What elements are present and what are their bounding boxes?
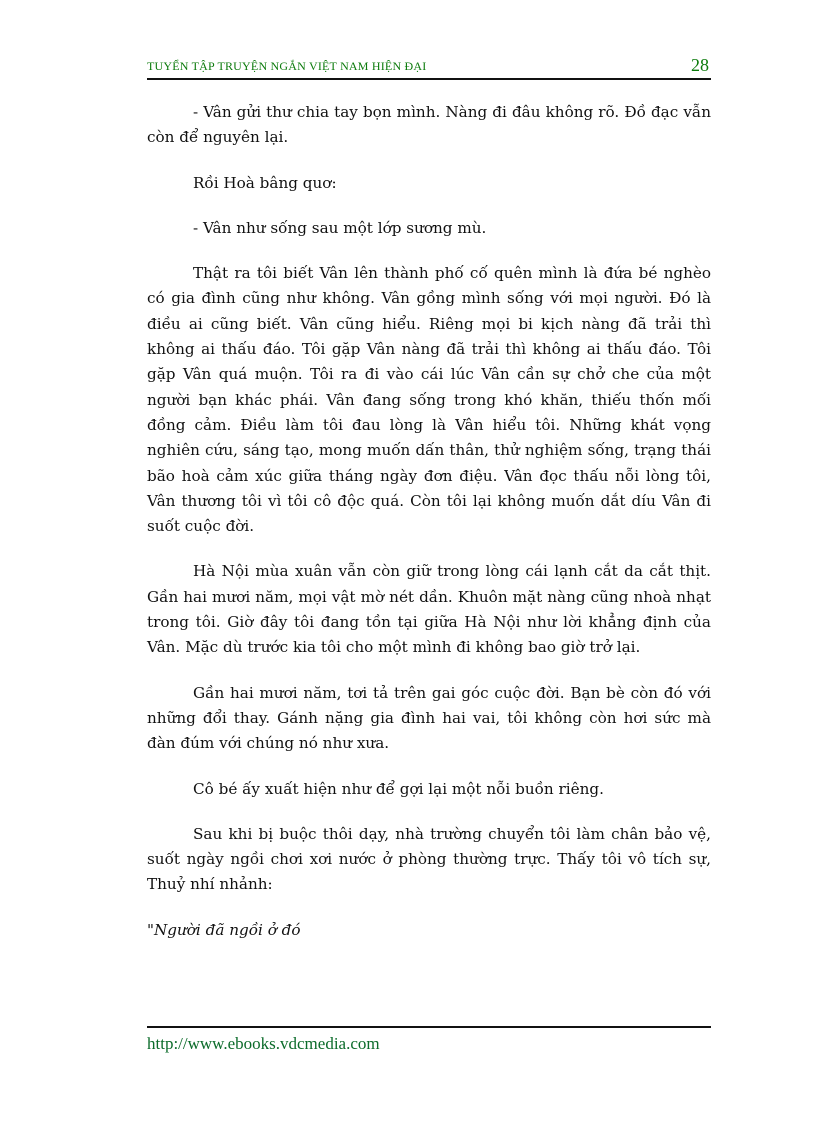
page-body xyxy=(147,100,711,943)
paragraph: Rồi Hoà bâng quơ: xyxy=(193,173,337,192)
paragraph: Gần hai mươi năm, tơi tả trên gai góc cuộc đời. Bạn bè còn đó với những đổi thay. Gánh nặng gia đình hai vai, tôi không còn hơi sức mà đàn đúm với chúng nó như xưa. xyxy=(147,683,711,753)
italic-quote-line: "Người đã ngồi ở đó xyxy=(147,920,301,939)
footer-divider xyxy=(147,1026,711,1028)
book-title: TUYỂN TẬP TRUYỆN NGẮN VIỆT NAM HIỆN ĐẠI xyxy=(147,59,427,73)
paragraph: - Vân như sống sau một lớp sương mù. xyxy=(193,218,487,237)
paragraph: - Vân gửi thư chia tay bọn mình. Nàng đi đâu không rõ. Đồ đạc vẫn còn để nguyên lại. xyxy=(147,103,711,147)
paragraph: Thật ra tôi biết Vân lên thành phố cố quên mình là đứa bé nghèo có gia đình cũng như không. Vân gồng mình sống với mọi người. Đó là điều ai cũng biết. Vân cũng hiểu. Riêng mọi bi kịch nàng đã trải thì không ai thấu đáo. Tôi gặp Vân nàng đã trải thì không ai thấu đáo. Tôi gặp Vân quá muộn. Tôi ra đi vào cái lúc Vân cần sự chở che của một người bạn khác phái. Vân đang sống trong khó khăn, thiếu thốn mối đồng cảm. Điều làm tôi đau lòng là Vân hiểu tôi. Những khát vọng nghiên cứu, sáng tạo, mong muốn dấn thân, thử nghiệm sống, trạng thái bão hoà cảm xúc giữa tháng ngày đơn điệu. Vân đọc thấu nỗi lòng tôi, Vân thương tôi vì tôi cô độc quá. Còn tôi lại không muốn dắt díu Vân đi suốt cuộc đời. xyxy=(147,264,711,536)
footer-website-link[interactable]: http://www.ebooks.vdcmedia.com xyxy=(147,1034,380,1053)
paragraph: Cô bé ấy xuất hiện như để gợi lại một nỗi buồn riêng. xyxy=(193,779,604,798)
page-number: 28 xyxy=(691,55,709,75)
paragraph: Sau khi bị buộc thôi dạy, nhà trường chuyển tôi làm chân bảo vệ, suốt ngày ngồi chơi xơi nước ở phòng thường trực. Thấy tôi vô tích sự, Thuỷ nhí nhảnh: xyxy=(147,824,711,894)
paragraph: Hà Nội mùa xuân vẫn còn giữ trong lòng cái lạnh cắt da cắt thịt. Gần hai mươi năm, mọi vật mờ nét dần. Khuôn mặt nàng cũng nhoà nhạt trong tôi. Giờ đây tôi đang tồn tại giữa Hà Nội như lời khẳng định của Vân. Mặc dù trước kia tôi cho một mình đi không bao giờ trở lại. xyxy=(147,562,711,657)
running-header xyxy=(147,54,711,80)
